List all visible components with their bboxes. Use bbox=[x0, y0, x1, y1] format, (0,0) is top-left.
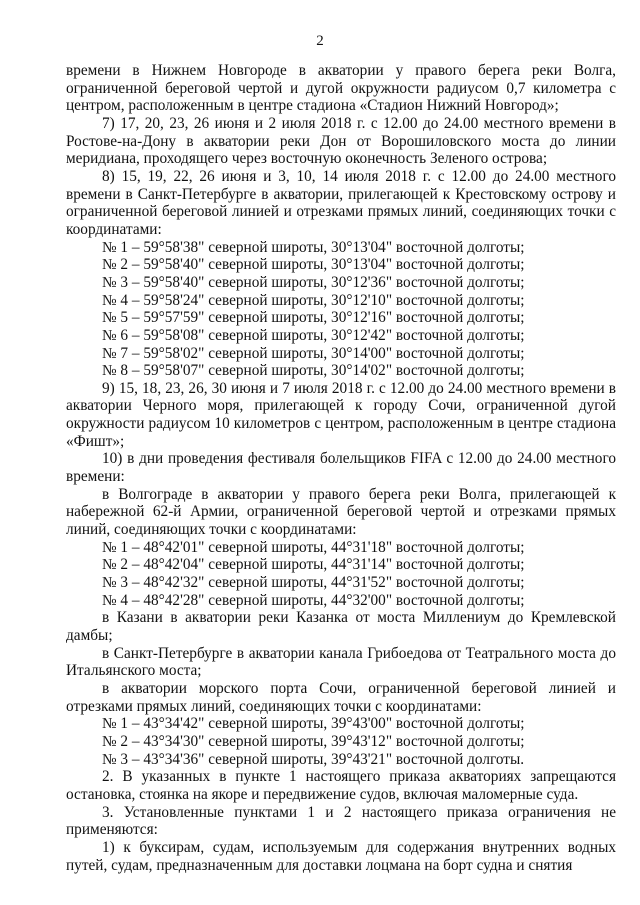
paragraph: 1) к буксирам, судам, используемым для содержания внутренних водных путей, судам, предназначенным для доставки лоцмана на борт судна и снятия bbox=[66, 838, 616, 874]
paragraph: № 3 – 59°58'40" северной широты, 30°12'36" восточной долготы; bbox=[102, 273, 525, 291]
paragraph: № 4 – 48°42'28" северной широты, 44°32'00" восточной долготы; bbox=[102, 591, 525, 609]
paragraph: 8) 15, 19, 22, 26 июня и 3, 10, 14 июля 2018 г. с 12.00 до 24.00 местного времени в Санкт-Петербурге в акватории, прилегающей к Крестовскому острову и ограниченной береговой линией и отрезками прямых линий, соединяющих точки с координатами: bbox=[66, 167, 616, 238]
paragraph: 10) в дни проведения фестиваля болельщиков FIFA с 12.00 до 24.00 местного времени: bbox=[66, 450, 616, 486]
paragraph: № 1 – 48°42'01" северной широты, 44°31'18" восточной долготы; bbox=[102, 538, 525, 556]
paragraph: № 5 – 59°57'59" северной широты, 30°12'16" восточной долготы; bbox=[102, 309, 525, 327]
document-body bbox=[66, 62, 616, 874]
page-number: 2 bbox=[316, 33, 324, 49]
paragraph: № 3 – 48°42'32" северной широты, 44°31'52" восточной долготы; bbox=[102, 574, 525, 592]
paragraph: в Волгограде в акватории у правого берега реки Волга, прилегающей к набережной 62-й Армии, ограниченной береговой чертой и отрезками прямых линий, соединяющих точки с координатами: bbox=[66, 485, 616, 539]
paragraph: № 4 – 59°58'24" северной широты, 30°12'10" восточной долготы; bbox=[102, 291, 525, 309]
paragraph: № 2 – 48°42'04" северной широты, 44°31'14" восточной долготы; bbox=[102, 556, 525, 574]
paragraph: в Санкт-Петербурге в акватории канала Грибоедова от Театрального моста до Итальянского моста; bbox=[66, 644, 616, 680]
paragraph: № 7 – 59°58'02" северной широты, 30°14'00" восточной долготы; bbox=[102, 344, 525, 362]
paragraph: № 1 – 59°58'38" северной широты, 30°13'04" восточной долготы; bbox=[102, 238, 525, 256]
paragraph: № 6 – 59°58'08" северной широты, 30°12'42" восточной долготы; bbox=[102, 326, 525, 344]
paragraph: 3. Установленные пунктами 1 и 2 настоящего приказа ограничения не применяются: bbox=[66, 803, 616, 839]
paragraph: № 2 – 43°34'30" северной широты, 39°43'12" восточной долготы; bbox=[102, 732, 525, 750]
paragraph: № 2 – 59°58'40" северной широты, 30°13'04" восточной долготы; bbox=[102, 256, 525, 274]
paragraph: 2. В указанных в пункте 1 настоящего приказа акваториях запрещаются остановка, стоянка на якоре и передвижение судов, включая маломерные суда. bbox=[66, 768, 616, 803]
paragraph: в акватории морского порта Сочи, ограниченной береговой линией и отрезками прямых линий, соединяющих точки с координатами: bbox=[66, 679, 616, 715]
paragraph: № 1 – 43°34'42" северной широты, 39°43'00" восточной долготы; bbox=[102, 715, 525, 733]
paragraph: в Казани в акватории реки Казанка от моста Миллениум до Кремлевской дамбы; bbox=[66, 609, 616, 644]
paragraph: 7) 17, 20, 23, 26 июня и 2 июля 2018 г. с 12.00 до 24.00 местного времени в Ростове-на-Дону в акватории реки Дон от Ворошиловского моста до линии меридиана, проходящего через восточную оконечность Зеленого острова; bbox=[66, 114, 616, 168]
paragraph: № 8 – 59°58'07" северной широты, 30°14'02" восточной долготы; bbox=[102, 362, 525, 380]
paragraph: 9) 15, 18, 23, 26, 30 июня и 7 июля 2018 г. с 12.00 до 24.00 местного времени в акватории Черного моря, прилегающей к городу Сочи, ограниченной дугой окружности радиусом 10 километров с центром, расположенным в центре стадиона «Фишт»; bbox=[66, 379, 616, 450]
paragraph: времени в Нижнем Новгороде в акватории у правого берега реки Волга, ограниченной береговой чертой и дугой окружности радиусом 0,7 километра с центром, расположенным в центре стадиона «Стадион Нижний Новгород»; bbox=[66, 62, 616, 115]
paragraph: № 3 – 43°34'36" северной широты, 39°43'21" восточной долготы. bbox=[102, 750, 525, 768]
